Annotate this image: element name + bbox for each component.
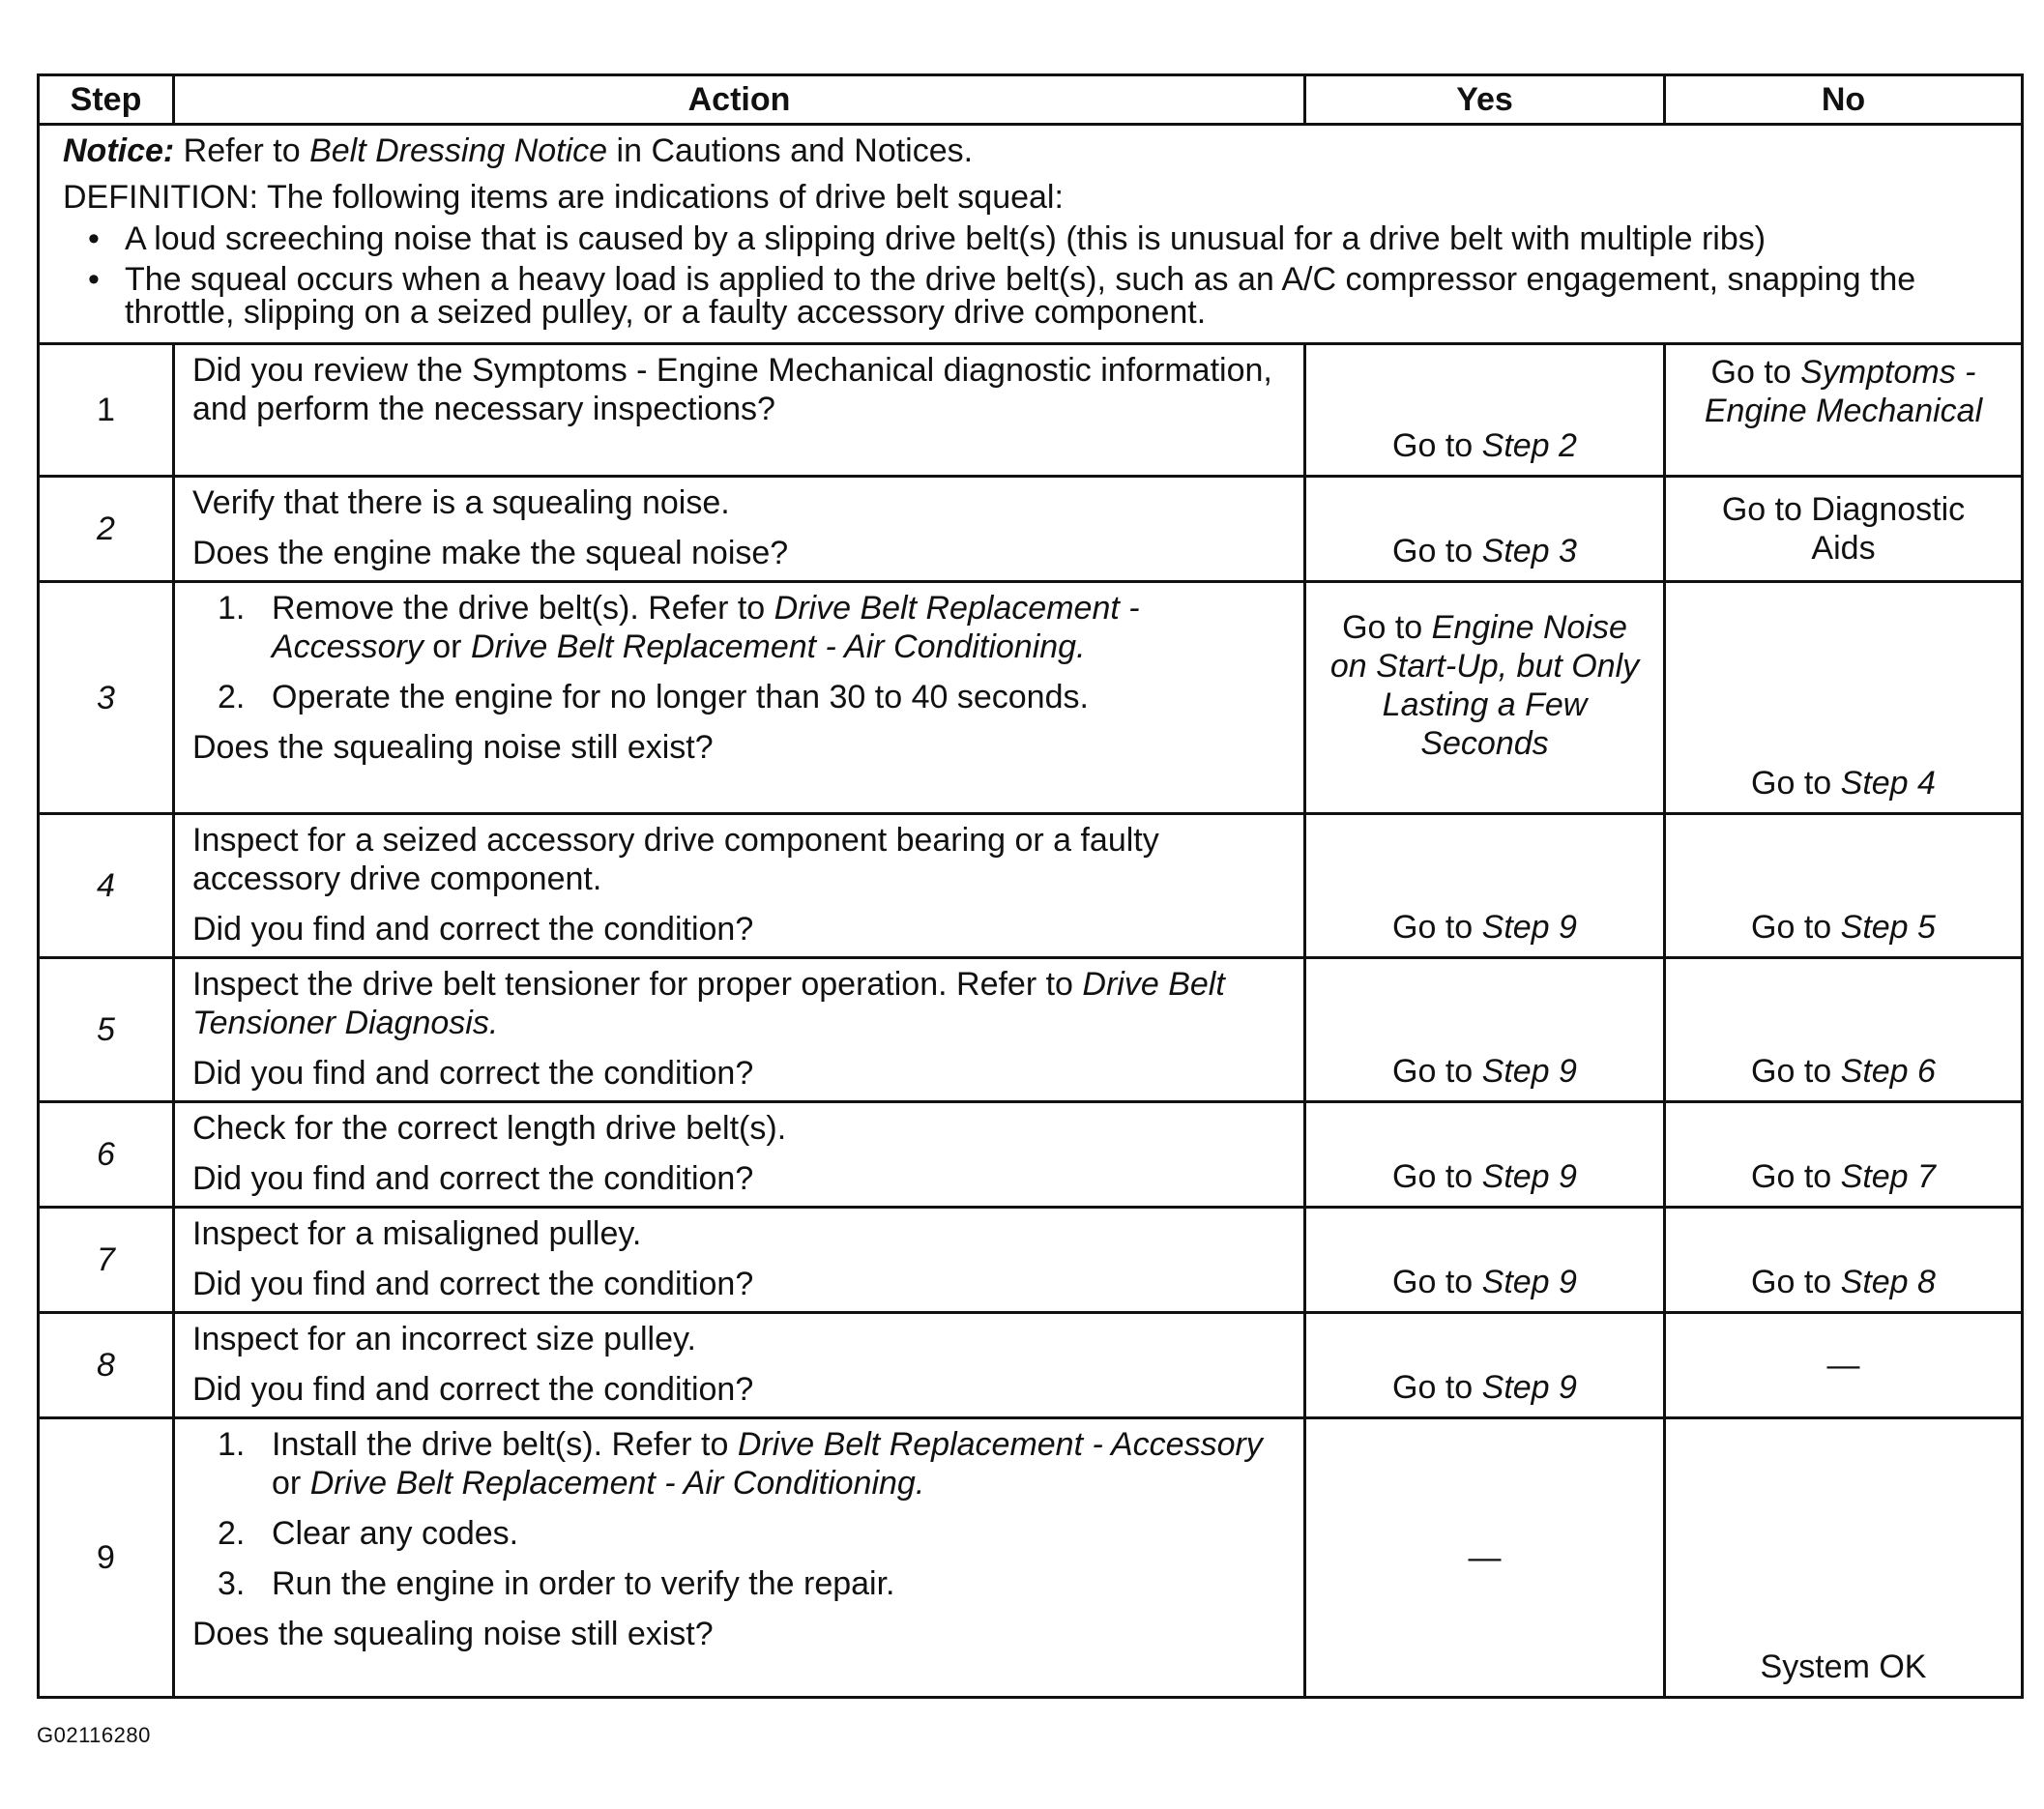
action-cell: [174, 1418, 1305, 1698]
yes-prefix: Go to: [1392, 1264, 1482, 1300]
action-step-item: [192, 1514, 1290, 1553]
header-no: No: [1665, 75, 2023, 125]
no-text: Go to Diagnostic Aids: [1721, 491, 1966, 567]
action-cell: [174, 477, 1305, 582]
item-number: 1.: [218, 590, 246, 627]
definition-line: DEFINITION: The following items are indications of drive belt squeal:: [63, 179, 1064, 216]
step-row-3: [39, 582, 2023, 814]
no-cell: [1665, 1208, 2023, 1313]
no-text: [1666, 764, 2021, 802]
yes-reference: Step 9: [1481, 1369, 1577, 1406]
item-reference: Drive Belt Replacement - Air Conditioning: [309, 1465, 916, 1502]
item-text: Install the drive belt(s). Refer to: [272, 1426, 738, 1463]
no-prefix: Go to: [1751, 909, 1841, 946]
action-text: [192, 965, 1290, 1042]
step-number: [39, 1208, 174, 1313]
notice-ref: Belt Dressing Notice: [309, 132, 608, 169]
action-question: Did you find and correct the condition?: [192, 911, 754, 948]
step-row-6: [39, 1102, 2023, 1208]
step-number-text: 2: [97, 511, 115, 547]
action-question: Does the squealing noise still exist?: [192, 1616, 714, 1652]
yes-cell: [1305, 477, 1665, 582]
step-number: [39, 958, 174, 1102]
action-cell: [174, 1102, 1305, 1208]
no-reference: Step 6: [1840, 1053, 1936, 1090]
yes-prefix: Go to: [1392, 1369, 1482, 1406]
step-number: [39, 582, 174, 814]
header-step: Step: [39, 75, 174, 125]
item-text: Operate the engine for no longer than 30 to 40 seconds.: [272, 679, 1089, 715]
no-cell: [1665, 477, 2023, 582]
notice-pre: Refer to: [174, 132, 310, 169]
no-dash: —: [1826, 1347, 1860, 1384]
no-reference: Step 7: [1840, 1158, 1936, 1195]
definition-bullet: • The squeal occurs when a heavy load is applied to the drive belt(s), such as an A/C compressor engagement, snapping the throttle, slipping on a seized pulley, or a faulty accessory drive component.: [88, 263, 1998, 329]
yes-prefix: Go to: [1342, 609, 1432, 646]
no-prefix: Go to: [1751, 765, 1841, 802]
no-text: [1666, 1157, 2021, 1196]
yes-text: [1306, 608, 1663, 763]
action-question: Did you find and correct the condition?: [192, 1266, 754, 1302]
action-question: Did you find and correct the condition?: [192, 1371, 754, 1408]
definition-bullet: • A loud screeching noise that is caused by a slipping drive belt(s) (this is unusual for a drive belt with multiple ribs): [88, 222, 1998, 255]
step-number: [39, 344, 174, 477]
action-text: Check for the correct length drive belt(s).: [192, 1110, 787, 1147]
yes-reference: Step 2: [1481, 427, 1577, 464]
notice-line: [63, 131, 1998, 170]
yes-reference: Step 9: [1481, 1053, 1577, 1090]
action-steps: [192, 589, 1290, 716]
diagnostic-table: [37, 73, 2024, 1699]
yes-prefix: Go to: [1392, 533, 1482, 569]
notice-row: [39, 125, 2023, 344]
yes-text: [1306, 1368, 1663, 1407]
no-text: [1666, 908, 2021, 947]
action-question: Did you find and correct the condition?: [192, 1160, 754, 1197]
action-reference: Drive Belt Tensioner Diagnosis: [192, 966, 1225, 1041]
no-prefix: Go to: [1751, 1053, 1841, 1090]
item-reference: Drive Belt Replacement - Air Conditioning: [470, 628, 1077, 665]
no-cell: [1665, 1418, 2023, 1698]
action-step-item: [192, 1564, 1290, 1603]
action-steps: [192, 1425, 1290, 1603]
yes-text: [1306, 1263, 1663, 1301]
action-cell: [174, 344, 1305, 477]
step-number-text: 4: [97, 867, 115, 904]
step-number: [39, 1313, 174, 1418]
no-text: [1666, 1263, 2021, 1301]
action-text: Inspect for a misaligned pulley.: [192, 1215, 642, 1252]
action-step-item: [192, 1425, 1290, 1503]
action-cell: [174, 814, 1305, 958]
item-number: 1.: [218, 1426, 246, 1463]
yes-cell: [1305, 1102, 1665, 1208]
item-text: Run the engine in order to verify the repair.: [272, 1565, 895, 1602]
action-step-item: [192, 678, 1290, 716]
item-text: or: [423, 628, 471, 665]
no-cell: [1665, 814, 2023, 958]
action-text-part: .: [488, 1005, 499, 1041]
no-prefix: Go to: [1751, 1158, 1841, 1195]
action-text: Verify that there is a squealing noise.: [192, 484, 730, 521]
yes-text: [1306, 1052, 1663, 1091]
step-number-text: 6: [97, 1136, 115, 1173]
no-cell: [1665, 1102, 2023, 1208]
step-number-text: 5: [97, 1011, 115, 1048]
no-reference: Step 8: [1840, 1264, 1936, 1300]
yes-cell: [1305, 1418, 1665, 1698]
notice-label: Notice:: [63, 132, 175, 169]
yes-cell: [1305, 1313, 1665, 1418]
step-number-text: 9: [97, 1539, 115, 1576]
action-text: Inspect for an incorrect size pulley.: [192, 1321, 696, 1357]
action-step-item: [192, 589, 1290, 666]
step-row-1: [39, 344, 2023, 477]
header-yes: Yes: [1305, 75, 1665, 125]
action-cell: [174, 958, 1305, 1102]
no-prefix: Go to: [1751, 1264, 1841, 1300]
yes-prefix: Go to: [1392, 1053, 1482, 1090]
item-reference: Drive Belt Replacement - Accessory: [737, 1426, 1263, 1463]
step-number-text: 3: [97, 679, 115, 716]
no-reference: Symptoms - Engine Mechanical: [1704, 354, 1983, 429]
step-row-7: [39, 1208, 2023, 1313]
no-cell: [1665, 344, 2023, 477]
yes-reference: Step 9: [1481, 909, 1577, 946]
step-row-8: [39, 1313, 2023, 1418]
yes-text: [1306, 532, 1663, 570]
yes-reference: Step 9: [1481, 1158, 1577, 1195]
item-reference: Drive Belt Replacement - Accessory: [272, 590, 1140, 665]
action-cell: [174, 1208, 1305, 1313]
yes-reference: Step 3: [1481, 533, 1577, 569]
header-row: [39, 75, 2023, 125]
no-text: [1666, 1052, 2021, 1091]
step-row-9: [39, 1418, 2023, 1698]
no-cell: [1665, 582, 2023, 814]
action-question: Does the squealing noise still exist?: [192, 729, 714, 766]
action-text: Did you review the Symptoms - Engine Mechanical diagnostic information, and perform the necessary inspections?: [192, 352, 1272, 427]
yes-dash: —: [1468, 1539, 1502, 1576]
no-cell: [1665, 958, 2023, 1102]
step-number-text: 1: [97, 392, 115, 428]
item-text: Remove the drive belt(s). Refer to: [272, 590, 774, 627]
item-text: Clear any codes.: [272, 1515, 519, 1552]
yes-prefix: Go to: [1392, 1158, 1482, 1195]
item-text: .: [1076, 628, 1086, 665]
yes-cell: [1305, 582, 1665, 814]
notice-cell: [39, 125, 2023, 344]
notice-post: in Cautions and Notices.: [607, 132, 974, 169]
yes-text: [1306, 1157, 1663, 1196]
item-text: .: [915, 1465, 925, 1502]
action-question: Did you find and correct the condition?: [192, 1055, 754, 1092]
yes-text: [1306, 426, 1663, 465]
no-text: [1666, 353, 2021, 430]
yes-prefix: Go to: [1392, 427, 1482, 464]
yes-cell: [1305, 1208, 1665, 1313]
action-question: Does the engine make the squeal noise?: [192, 535, 789, 571]
step-number: [39, 1418, 174, 1698]
item-number: 2.: [218, 679, 246, 715]
yes-cell: [1305, 958, 1665, 1102]
item-number: 3.: [218, 1565, 246, 1602]
no-reference: Step 4: [1840, 765, 1936, 802]
yes-text: [1306, 908, 1663, 947]
step-number-text: 7: [97, 1241, 115, 1278]
definition-bullets: [63, 222, 1998, 329]
action-text: Inspect for a seized accessory drive component bearing or a faulty accessory drive component.: [192, 822, 1159, 897]
item-text: or: [272, 1465, 310, 1502]
no-cell: [1665, 1313, 2023, 1418]
action-cell: [174, 1313, 1305, 1418]
step-row-5: [39, 958, 2023, 1102]
step-row-2: [39, 477, 2023, 582]
step-number: [39, 477, 174, 582]
no-text: System OK: [1760, 1649, 1927, 1685]
no-prefix: Go to: [1710, 354, 1801, 391]
yes-reference: Engine Noise on Start-Up, but Only Lasting a Few Seconds: [1329, 609, 1640, 762]
step-number: [39, 1102, 174, 1208]
step-number-text: 8: [97, 1347, 115, 1384]
header-action: Action: [174, 75, 1305, 125]
action-cell: [174, 582, 1305, 814]
yes-prefix: Go to: [1392, 909, 1482, 946]
item-number: 2.: [218, 1515, 246, 1552]
yes-cell: [1305, 344, 1665, 477]
yes-cell: [1305, 814, 1665, 958]
step-row-4: [39, 814, 2023, 958]
yes-reference: Step 9: [1481, 1264, 1577, 1300]
action-text-part: Inspect the drive belt tensioner for proper operation. Refer to: [192, 966, 1083, 1003]
step-number: [39, 814, 174, 958]
figure-id: G02116280: [37, 1723, 151, 1747]
no-reference: Step 5: [1840, 909, 1936, 946]
